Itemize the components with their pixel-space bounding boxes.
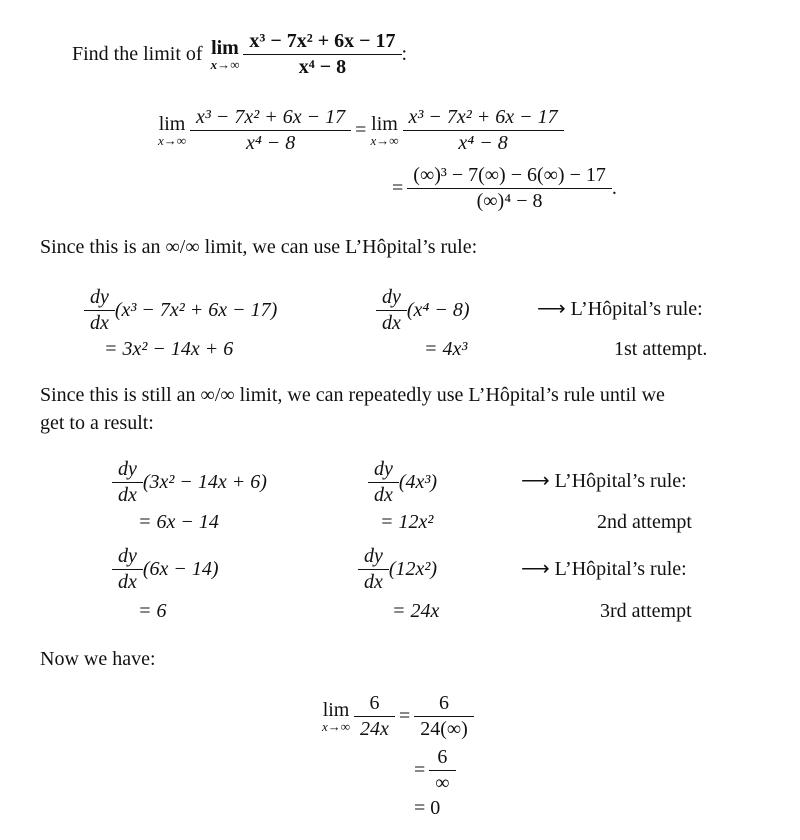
expression: (6x − 14) bbox=[142, 558, 219, 580]
attempt-label-1: 1st attempt. bbox=[614, 338, 708, 360]
colon: : bbox=[401, 43, 408, 65]
problem-statement bbox=[72, 30, 407, 79]
lim-subscript: x→∞ bbox=[322, 718, 351, 734]
attempt-label-2: 2nd attempt bbox=[597, 511, 692, 533]
expression: (4x³) bbox=[398, 471, 438, 493]
dy-dx-operator bbox=[115, 545, 140, 594]
numerator: x³ − 7x² + 6x − 17 bbox=[196, 106, 346, 128]
denominator: x⁴ − 8 bbox=[190, 130, 351, 155]
denominator: ∞ bbox=[429, 770, 455, 795]
equals: = bbox=[355, 119, 367, 141]
paragraph-2-line-2: get to a result: bbox=[40, 412, 154, 434]
limit-operator bbox=[158, 113, 186, 149]
derivative-f-3 bbox=[112, 545, 219, 594]
dy: dy bbox=[90, 286, 109, 308]
paragraph-3: Now we have: bbox=[40, 648, 156, 670]
numerator: x³ − 7x² + 6x − 17 bbox=[408, 106, 558, 128]
dy-dx-operator bbox=[361, 545, 386, 594]
dy: dy bbox=[364, 545, 383, 567]
dx: dx bbox=[112, 482, 143, 507]
equation-row-2 bbox=[388, 164, 617, 213]
dy: dy bbox=[382, 286, 401, 308]
limit-operator bbox=[211, 37, 240, 73]
result-f-2: = 6x − 14 bbox=[138, 511, 219, 533]
lim-subscript: x→∞ bbox=[210, 56, 240, 72]
problem-fraction bbox=[246, 30, 398, 79]
dx: dx bbox=[112, 569, 143, 594]
expression: (12x²) bbox=[388, 558, 438, 580]
expression: (3x² − 14x + 6) bbox=[142, 471, 267, 493]
dy: dy bbox=[118, 545, 137, 567]
numerator: 6 bbox=[437, 746, 448, 768]
result-g-3: = 24x bbox=[392, 600, 440, 622]
fraction bbox=[432, 746, 452, 795]
lim-label: lim bbox=[158, 112, 186, 135]
derivative-g-1 bbox=[376, 286, 470, 335]
equals: = bbox=[392, 177, 404, 199]
final-result: = 0 bbox=[414, 797, 441, 819]
rule-label-1: ⟶ L’Hôpital’s rule: bbox=[537, 298, 703, 320]
equals: = bbox=[414, 759, 426, 781]
equals: = bbox=[398, 705, 411, 727]
numerator: x³ − 7x² + 6x − 17 bbox=[249, 30, 396, 52]
lim-subscript: x→∞ bbox=[370, 132, 399, 148]
numerator: 6 bbox=[369, 692, 380, 714]
result-f-1: = 3x² − 14x + 6 bbox=[104, 338, 234, 360]
result-f-3: = 6 bbox=[138, 600, 167, 622]
paragraph-1: Since this is an ∞/∞ limit, we can use L’Hôpital’s rule: bbox=[40, 236, 478, 258]
dy: dy bbox=[118, 458, 137, 480]
final-row-2 bbox=[410, 746, 456, 795]
equation-row-1 bbox=[158, 106, 564, 155]
dx: dx bbox=[368, 482, 399, 507]
dy-dx-operator bbox=[379, 286, 404, 335]
result-g-2: = 12x² bbox=[380, 511, 434, 533]
lim-label: lim bbox=[322, 698, 350, 721]
dy-dx-operator bbox=[87, 286, 112, 335]
paragraph-2-line-1: Since this is still an ∞/∞ limit, we can repeatedly use L’Hôpital’s rule until we bbox=[40, 384, 665, 406]
lim-label: lim bbox=[211, 36, 239, 59]
derivative-g-2 bbox=[368, 458, 437, 507]
lim-subscript: x→∞ bbox=[158, 132, 187, 148]
dx: dx bbox=[358, 569, 389, 594]
dx: dx bbox=[376, 310, 407, 335]
dx: dx bbox=[84, 310, 115, 335]
result-g-1: = 4x³ bbox=[424, 338, 468, 360]
fraction bbox=[410, 164, 609, 213]
attempt-label-3: 3rd attempt bbox=[600, 600, 692, 622]
limit-operator bbox=[370, 113, 398, 149]
final-row-1 bbox=[322, 692, 474, 741]
dy-dx-operator bbox=[115, 458, 140, 507]
rule-label-2: ⟶ L’Hôpital’s rule: bbox=[521, 470, 687, 492]
fraction bbox=[357, 692, 392, 741]
fraction bbox=[417, 692, 471, 741]
denominator: 24(∞) bbox=[414, 716, 474, 741]
derivative-g-3 bbox=[358, 545, 437, 594]
derivative-f-1 bbox=[84, 286, 277, 335]
numerator: 6 bbox=[439, 692, 449, 714]
denominator: (∞)⁴ − 8 bbox=[407, 188, 612, 213]
rule-label-3: ⟶ L’Hôpital’s rule: bbox=[521, 558, 687, 580]
numerator: (∞)³ − 7(∞) − 6(∞) − 17 bbox=[413, 164, 606, 186]
denominator: x⁴ − 8 bbox=[243, 54, 401, 79]
denominator: x⁴ − 8 bbox=[403, 130, 564, 155]
denominator: 24x bbox=[354, 716, 395, 741]
dy-dx-operator bbox=[371, 458, 396, 507]
dy: dy bbox=[374, 458, 393, 480]
derivative-f-2 bbox=[112, 458, 267, 507]
intro-text: Find the limit of bbox=[72, 43, 203, 65]
limit-operator bbox=[322, 699, 350, 735]
fraction bbox=[406, 106, 561, 155]
expression: (x³ − 7x² + 6x − 17) bbox=[114, 299, 278, 321]
period: . bbox=[611, 177, 617, 199]
expression: (x⁴ − 8) bbox=[406, 299, 470, 321]
lim-label: lim bbox=[371, 112, 398, 135]
fraction bbox=[193, 106, 348, 155]
